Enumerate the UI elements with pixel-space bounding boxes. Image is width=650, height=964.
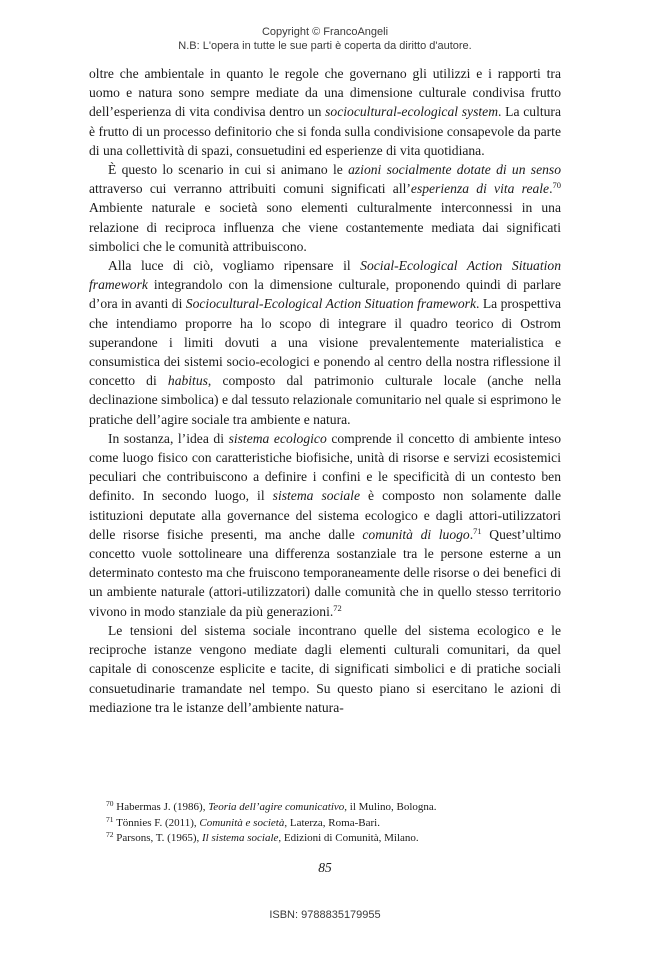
copyright-notice: N.B: L'opera in tutte le sue parti è coperta da diritto d'autore.: [178, 40, 472, 52]
paragraph-5: [89, 621, 561, 717]
italic-term: Social-Ecological Action Situation framework: [89, 258, 561, 293]
italic-term: esperienza di vita reale: [410, 181, 550, 197]
paragraph-4: [89, 429, 561, 621]
footnote-number: 72: [106, 830, 114, 839]
footnote-71: [89, 816, 561, 832]
italic-term: Sociocultural-Ecological Action Situation framework: [185, 296, 476, 312]
page-number: 85: [318, 860, 332, 875]
text-run: In sostanza, l’idea di: [108, 430, 229, 446]
text-run: , composto dal patrimonio culturale locale (anche nella declinazione simbolica) e dal tessuto relazionale comunitario nel quale si esprimono le pratiche dell’agire sociale tra ambiente e natura.: [89, 373, 561, 427]
footnote-author: Parsons, T. (1965),: [116, 832, 203, 844]
italic-term: azioni socialmente dotate di un senso: [348, 162, 562, 178]
italic-term: sistema sociale: [272, 488, 360, 504]
body-text: [89, 64, 561, 717]
footnote-ref-72: 72: [333, 602, 342, 613]
text-run: integrandolo con la dimensione culturale, proponendo quindi di parlare d’ora in avanti di: [89, 277, 561, 312]
copyright-line: Copyright © FrancoAngeli: [261, 26, 389, 38]
footnote-ref-71: 71: [473, 525, 482, 536]
text-run: Quest’ultimo concetto vuole sottolineare una differenza sostanziale tra le persone esterne a un determinato contesto ma che fruiscono temporaneamente delle risorse o dei benefici di un ambiente naturale (attori-utilizzatori) dalle comunità che in quello stesso territorio vivono in modo stanziale da più generazioni.: [89, 526, 561, 619]
footnote-72: [89, 831, 561, 847]
text-run: Ambiente naturale e società sono elementi culturalmente interconnessi in una relazione di reciproca influenza che viene costantemente mediata dai significati simbolici che le comunità attribuiscono.: [89, 200, 561, 254]
footnote-publisher: , Edizioni di Comunità, Milano.: [278, 832, 419, 844]
text-run: è composto non solamente dalle istituzioni deputate alla governance del sistema ecologico e dagli attori-utilizzatori delle risorse fisiche presenti, ma anche dalle: [89, 488, 561, 542]
footnote-title: Teoria dell’agire comunicativo: [208, 801, 345, 813]
paragraph-2: [89, 160, 561, 256]
footnote-author: Habermas J. (1986),: [116, 801, 209, 813]
italic-term: sistema ecologico: [228, 430, 327, 446]
text-run: . La prospettiva che intendiamo proporre ha lo scopo di integrare il quadro teorico di Ostrom superandone i limiti dovuti a una visione prevalentemente materialistica e consumistica dei sistemi socio-ecologici e ponendo al centro della nostra riflessione il concetto di: [89, 296, 562, 389]
italic-term: habitus: [167, 373, 208, 389]
footnote-ref-70: 70: [552, 180, 561, 191]
footnotes: [89, 800, 561, 847]
text-run: oltre che ambientale in quanto le regole che governano gli utilizzi e i rapporti tra uomo e natura sono sempre mediate da una dimensione culturale condivisa frutto dell’esperienza di vita condivisa dentro un: [89, 66, 561, 120]
text-run: .: [549, 181, 553, 197]
footnote-author: Tönnies F. (2011),: [116, 816, 200, 829]
footnote-publisher: , il Mulino, Bologna.: [344, 801, 437, 813]
footnote-publisher: , Laterza, Roma-Bari.: [284, 816, 380, 829]
text-run: .: [469, 526, 474, 542]
paragraph-3: [89, 256, 561, 429]
footnote-number: 70: [106, 799, 114, 808]
paragraph-1: [89, 64, 561, 160]
text-run: attraverso cui verranno attribuiti comuni significati all’: [89, 181, 411, 197]
italic-term: comunità di luogo: [362, 526, 470, 542]
text-run: Le tensioni del sistema sociale incontrano quelle del sistema ecologico e le reciproche istanze vengono mediate dagli elementi culturali comunitari, da quel capitale di conoscenze esplicite e tacite, di significati simbolici e di pratiche sociali consuetudinarie tramandate nel tempo. Su questo piano si esercitano le azioni di mediazione tra le istanze dell’ambiente natura-: [89, 622, 561, 715]
text-run: È questo lo scenario in cui si animano le: [108, 162, 349, 178]
text-run: comprende il concetto di ambiente inteso come luogo fisico con caratteristiche biofisiche, unità di risorse e servizi ecosistemici peculiari che contribuiscono a definire i confini e le specificità di un contesto ben definito. In secondo luogo, il: [89, 430, 562, 504]
footnote-number: 71: [106, 814, 114, 824]
isbn-line: ISBN: 9788835179955: [269, 909, 381, 921]
italic-term: sociocultural-ecological system: [325, 104, 499, 120]
footnote-70: [89, 800, 561, 816]
text-run: Alla luce di ciò, vogliamo ripensare il: [108, 258, 361, 274]
footnote-title: Comunità e società: [199, 816, 285, 829]
text-run: . La cultura è frutto di un processo definitorio che si fonda sulla condivisione consapevole da parte di una collettività di spazi, consuetudini ed esperienze di vita quotidiana.: [89, 104, 561, 158]
footnote-title: Il sistema sociale: [202, 832, 279, 844]
